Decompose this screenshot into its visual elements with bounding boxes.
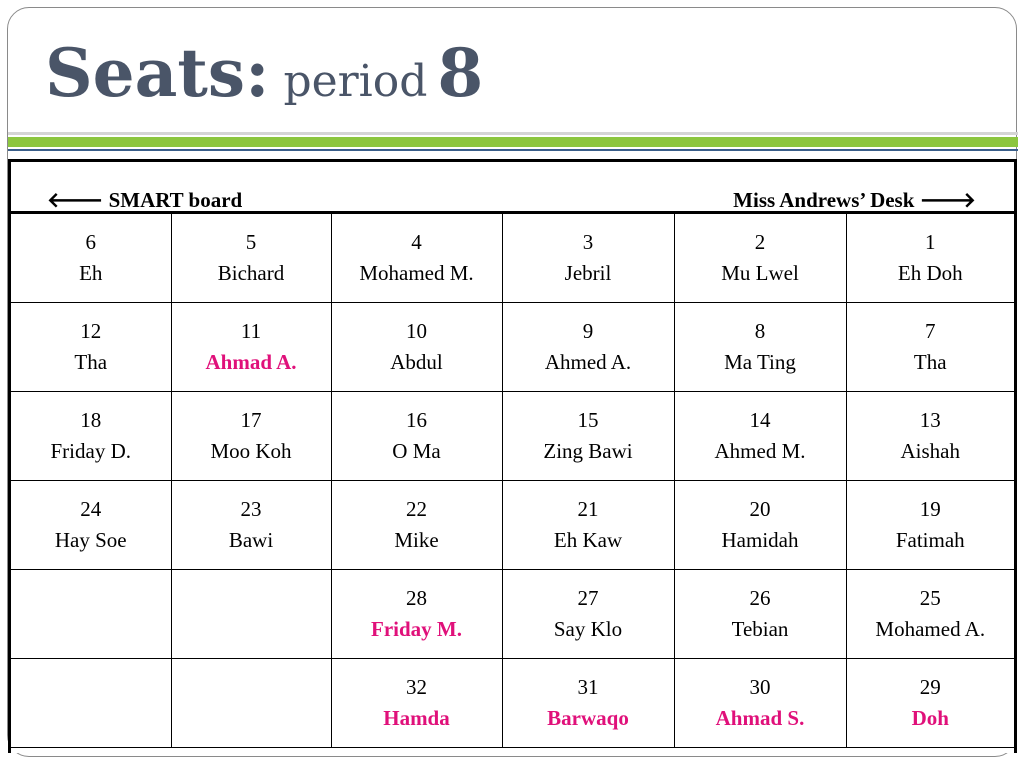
student-name: Tha	[74, 350, 108, 374]
empty-seat-cell	[11, 570, 171, 659]
seat-cell	[674, 392, 846, 481]
seat-row	[11, 392, 1014, 481]
seat-row	[11, 570, 1014, 659]
seat-number: 1	[925, 230, 936, 254]
title-period: period	[283, 56, 428, 107]
student-name: Aishah	[900, 439, 960, 463]
student-name: Eh Doh	[897, 261, 963, 285]
seat-cell	[674, 303, 846, 392]
seat-cell	[171, 303, 331, 392]
student-name: Ahmed M.	[714, 439, 806, 463]
student-name: Say Klo	[553, 617, 623, 641]
seat-number: 15	[577, 408, 599, 432]
seat-cell	[11, 392, 171, 481]
student-name: Ahmad S.	[715, 706, 805, 730]
title-divider-blue	[8, 149, 1018, 151]
seat-cell	[502, 392, 674, 481]
seat-number: 28	[406, 586, 427, 610]
seat-number: 23	[240, 497, 262, 521]
student-name: Ahmed A.	[544, 350, 632, 374]
seat-number: 13	[919, 408, 941, 432]
seat-number: 17	[240, 408, 262, 432]
student-name: Mohamed A.	[875, 617, 986, 641]
student-name: Barwaqo	[547, 706, 629, 730]
empty-seat-cell	[171, 570, 331, 659]
student-name: Eh Kaw	[553, 528, 623, 552]
smart-board-label	[47, 188, 242, 213]
seat-cell	[674, 481, 846, 570]
seat-cell	[846, 659, 1014, 748]
student-name: Ma Ting	[724, 350, 796, 374]
seat-row	[11, 481, 1014, 570]
arrow-left-icon: 🡐	[47, 188, 104, 212]
seat-number: 21	[577, 497, 599, 521]
student-name: Bichard	[217, 261, 285, 285]
seat-number: 16	[406, 408, 427, 432]
student-name: Zing Bawi	[543, 439, 633, 463]
seat-cell	[171, 481, 331, 570]
seat-cell	[331, 570, 502, 659]
seat-number: 22	[406, 497, 427, 521]
seat-cell	[502, 214, 674, 303]
seat-cell	[11, 303, 171, 392]
seat-cell	[502, 481, 674, 570]
seat-number: 27	[577, 586, 599, 610]
seat-number: 19	[919, 497, 941, 521]
student-name: Ahmad A.	[205, 350, 297, 374]
seat-cell	[331, 303, 502, 392]
student-name: Jebril	[564, 261, 612, 285]
teacher-desk-text: Miss Andrews’ Desk	[733, 188, 915, 212]
student-name: O Ma	[392, 439, 441, 463]
student-name: Hay Soe	[54, 528, 127, 552]
student-name: Fatimah	[895, 528, 965, 552]
seat-number: 14	[749, 408, 771, 432]
student-name: Hamda	[383, 706, 450, 730]
teacher-desk-label	[733, 188, 976, 213]
seat-number: 20	[749, 497, 771, 521]
seat-number: 24	[80, 497, 102, 521]
seat-number: 25	[919, 586, 941, 610]
student-name: Friday D.	[50, 439, 131, 463]
seat-cell	[171, 214, 331, 303]
student-name: Tebian	[731, 617, 789, 641]
seat-cell	[11, 481, 171, 570]
student-name: Tha	[913, 350, 947, 374]
seat-cell	[846, 303, 1014, 392]
student-name: Mike	[394, 528, 439, 552]
seat-cell	[502, 570, 674, 659]
student-name: Mu Lwel	[721, 261, 799, 285]
seat-cell	[674, 214, 846, 303]
seat-cell	[11, 214, 171, 303]
seat-cell	[502, 303, 674, 392]
seat-number: 6	[85, 230, 96, 254]
seat-cell	[331, 214, 502, 303]
student-name: Friday M.	[371, 617, 462, 641]
empty-seat-cell	[11, 659, 171, 748]
seat-number: 18	[80, 408, 102, 432]
student-name: Hamidah	[721, 528, 799, 552]
empty-seat-cell	[171, 659, 331, 748]
student-name: Mohamed M.	[359, 261, 474, 285]
arrow-right-icon: 🡒	[919, 188, 976, 212]
smart-board-text: SMART board	[108, 188, 243, 212]
title-period-number: 8	[437, 34, 484, 112]
seat-cell	[674, 570, 846, 659]
seat-number: 11	[240, 319, 262, 343]
seat-number: 4	[411, 230, 422, 254]
classroom-front-row	[11, 162, 1014, 214]
seat-row	[11, 659, 1014, 748]
seat-number: 7	[925, 319, 936, 343]
seat-cell	[331, 392, 502, 481]
seat-number: 29	[919, 675, 941, 699]
student-name: Abdul	[390, 350, 443, 374]
seat-cell	[846, 570, 1014, 659]
seat-number: 9	[582, 319, 594, 343]
seat-number: 3	[582, 230, 594, 254]
seat-number: 26	[749, 586, 771, 610]
student-name: Doh	[911, 706, 949, 730]
seat-number: 12	[80, 319, 102, 343]
title-main: Seats:	[45, 34, 270, 112]
seat-number: 31	[577, 675, 599, 699]
seat-cell	[846, 481, 1014, 570]
seat-number: 32	[406, 675, 427, 699]
seat-cell	[502, 659, 674, 748]
student-name: Moo Koh	[210, 439, 292, 463]
seat-cell	[171, 392, 331, 481]
seat-cell	[846, 214, 1014, 303]
student-name: Bawi	[228, 528, 274, 552]
title-divider-grey	[8, 132, 1018, 135]
seat-number: 8	[754, 319, 766, 343]
seat-cell	[331, 481, 502, 570]
student-name: Eh	[79, 261, 103, 285]
seat-cell	[846, 392, 1014, 481]
seat-cell	[674, 659, 846, 748]
seat-number: 5	[245, 230, 257, 254]
title-divider-green	[8, 137, 1018, 147]
seat-cell	[331, 659, 502, 748]
seat-row	[11, 214, 1014, 303]
seat-number: 30	[749, 675, 771, 699]
seating-chart	[8, 159, 1017, 753]
seat-number: 10	[406, 319, 427, 343]
seat-row	[11, 303, 1014, 392]
seat-number: 2	[754, 230, 766, 254]
seat-grid	[11, 214, 1014, 748]
page-title	[45, 34, 484, 112]
